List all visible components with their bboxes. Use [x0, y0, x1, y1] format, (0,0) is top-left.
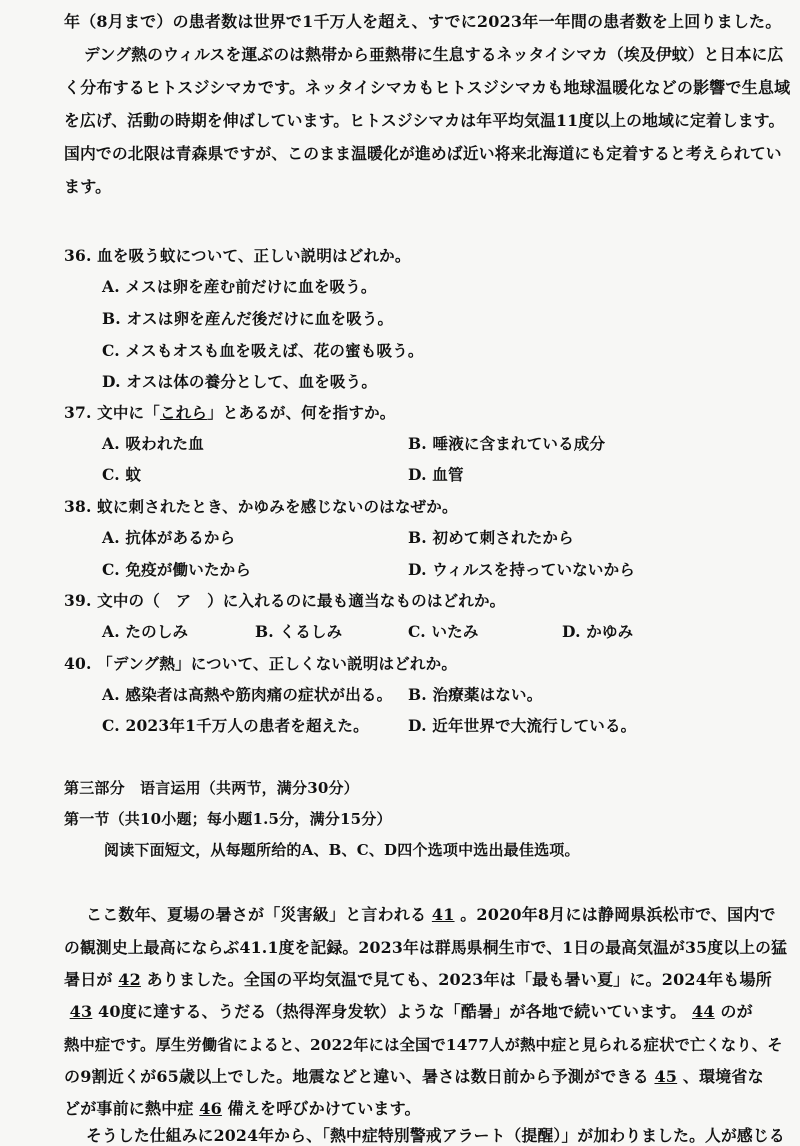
- blank-42: 42: [118, 970, 141, 989]
- question-40-stem: 40. 「デング熱」について、正しくない説明はどれか。: [64, 654, 458, 673]
- passage2-text: 備えを呼びかけています。: [227, 1099, 421, 1118]
- passage2-text: どが事前に熱中症: [64, 1099, 194, 1118]
- passage2-text: の9割近くが65歳以上でした。地震などと違い、暑さは数日前から予測ができる: [64, 1067, 649, 1086]
- question-37-stem-pre: 37. 文中に「: [64, 403, 160, 422]
- question-36-option-a: A. メスは卵を産む前だけに血を吸う。: [102, 277, 377, 296]
- question-40-option-b: B. 治療薬はない。: [408, 685, 543, 704]
- passage2-text: 。2020年8月には静岡県浜松市で、国内で: [460, 905, 776, 924]
- passage1-line-4: を広げ、活動の時期を伸ばしています。ヒトスジシマカは年平均気温11度以上の地域に定着します。: [64, 111, 785, 130]
- section-3-title: 第三部分 语言运用（共两节，满分30分）: [64, 779, 359, 797]
- passage2-text: 、環境省な: [682, 1067, 764, 1086]
- passage1-line-2: デング熱のウィルスを運ぶのは熱帯から亜熱帯に生息するネッタイシマカ（埃及伊蚊）と日本に広: [84, 45, 784, 64]
- passage1-line-3: く分布するヒトスジシマカです。ネッタイシマカもヒトスジシマカも地球温暖化などの影響で生息域: [64, 78, 791, 97]
- question-38-option-b: B. 初めて刺されたから: [408, 528, 574, 547]
- question-37-option-b: B. 唾液に含まれている成分: [408, 434, 606, 453]
- question-38-option-a: A. 抗体があるから: [102, 528, 236, 547]
- passage2-text: ここ数年、夏場の暑さが「災害級」と言われる: [86, 905, 427, 924]
- passage2-line-8: そうした仕組みに2024年から、「熱中症特別警戒アラート（提醒）」が加わりました。人が感じる: [86, 1126, 785, 1145]
- section-3-subtitle: 第一节（共10小题；每小题1.5分，满分15分）: [64, 810, 392, 828]
- passage1-line-1: 年（8月まで）の患者数は世界で1千万人を超え、すでに2023年一年間の患者数を上回りました。: [64, 12, 782, 31]
- question-38-option-c: C. 免疫が働いたから: [102, 560, 252, 579]
- question-39-option-a: A. たのしみ: [102, 622, 189, 641]
- blank-45: 45: [654, 1067, 678, 1086]
- question-39-option-b: B. くるしみ: [255, 622, 343, 641]
- blank-44: 44: [692, 1002, 715, 1021]
- question-37-option-d: D. 血管: [408, 465, 464, 484]
- section-3-instruction: 阅读下面短文，从每题所给的A、B、C、D四个选项中选出最佳选项。: [104, 841, 580, 859]
- passage2-line-1: [86, 905, 776, 925]
- blank-46: 46: [199, 1099, 222, 1118]
- question-36-stem: 36. 血を吸う蚊について、正しい説明はどれか。: [64, 246, 411, 265]
- question-39-stem: 39. 文中の（ ア ）に入れるのに最も適当なものはどれか。: [64, 591, 506, 610]
- passage2-text: のが: [720, 1002, 753, 1021]
- question-36-option-d: D. オスは体の養分として、血を吸う。: [102, 372, 378, 391]
- question-37-option-c: C. 蚊: [102, 465, 142, 484]
- question-38-stem: 38. 蚊に刺されたとき、かゆみを感じないのはなぜか。: [64, 497, 458, 516]
- blank-41: 41: [431, 905, 455, 924]
- question-37-stem-post: 」とあるが、何を指すか。: [207, 403, 396, 422]
- passage2-line-3: [64, 970, 772, 990]
- question-37-option-a: A. 吸われた血: [102, 434, 204, 453]
- passage2-text: ありました。全国の平均気温で見ても、2023年は「最も暑い夏」に。2024年も場所: [146, 970, 772, 989]
- passage1-line-6: ます。: [64, 177, 112, 196]
- passage2-text: 40度に達する、うだる（热得浑身发软）ような「酷暑」が各地で続いています。: [98, 1002, 687, 1021]
- question-40-option-c: C. 2023年1千万人の患者を超えた。: [102, 716, 369, 735]
- passage2-line-4: [64, 1002, 753, 1022]
- question-39-option-d: D. かゆみ: [562, 622, 634, 641]
- passage2-text: 暑日が: [64, 970, 113, 989]
- passage2-line-2: の観測史上最高にならぶ41.1度を記録。2023年は群馬県桐生市で、1日の最高気温が35度以上の猛: [64, 938, 788, 957]
- passage2-line-7: [64, 1099, 421, 1119]
- question-37-underlined-word: これら: [159, 403, 208, 422]
- blank-43: 43: [69, 1002, 93, 1021]
- question-37-stem: [64, 403, 395, 423]
- question-36-option-b: B. オスは卵を産んだ後だけに血を吸う。: [102, 309, 394, 328]
- question-36-option-c: C. メスもオスも血を吸えば、花の蜜も吸う。: [102, 341, 424, 360]
- passage2-line-5: 熱中症です。厚生労働省によると、2022年には全国で1477人が熱中症と見られる症状で亡くなり、そ: [64, 1036, 783, 1054]
- passage1-line-5: 国内での北限は青森県ですが、このまま温暖化が進めば近い将来北海道にも定着すると考えられてい: [64, 144, 782, 163]
- question-40-option-d: D. 近年世界で大流行している。: [408, 716, 637, 735]
- passage2-line-6: [64, 1067, 764, 1087]
- question-39-option-c: C. いたみ: [408, 622, 479, 641]
- question-38-option-d: D. ウィルスを持っていないから: [408, 560, 635, 579]
- question-40-option-a: A. 感染者は高熱や筋肉痛の症状が出る。: [102, 685, 393, 704]
